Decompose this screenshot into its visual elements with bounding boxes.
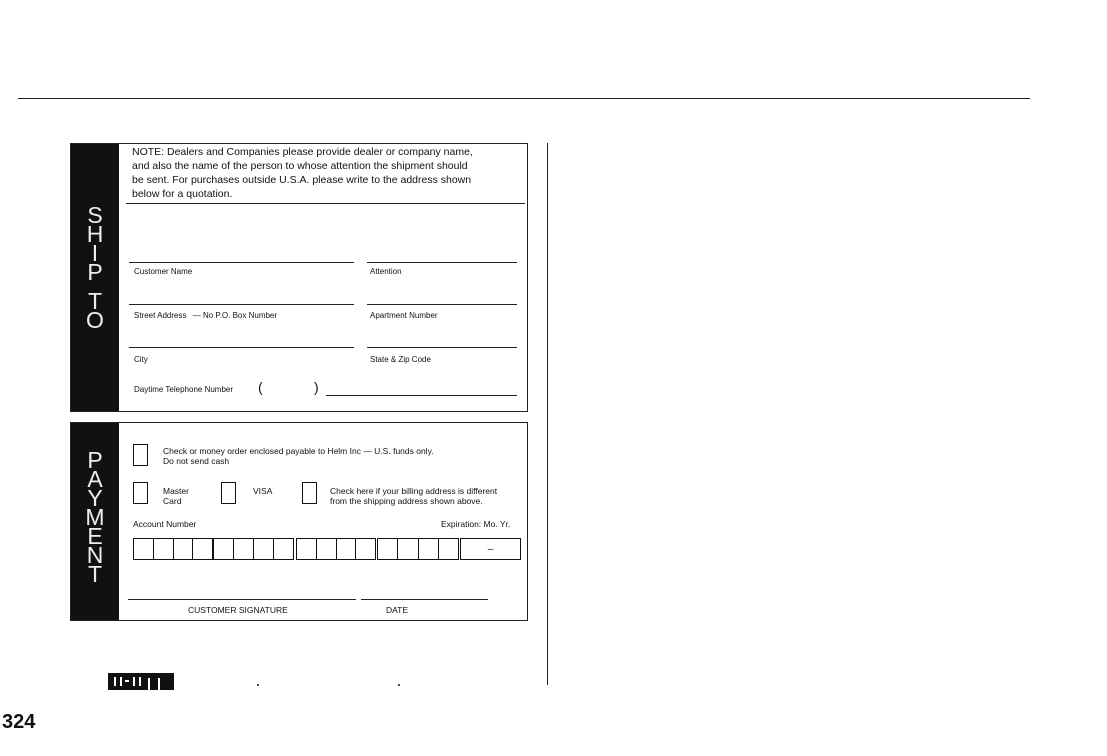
band-letter: T <box>87 561 103 587</box>
column-divider <box>547 143 548 685</box>
signature-field[interactable] <box>128 599 356 600</box>
expiration-label: Expiration: Mo. Yr. <box>441 519 511 529</box>
attention-field[interactable] <box>367 262 517 263</box>
mastercard-checkbox[interactable] <box>133 482 148 504</box>
account-digit[interactable] <box>297 539 317 559</box>
account-digit[interactable] <box>254 539 274 559</box>
master-line-1: Master <box>163 486 189 496</box>
band-letter: E <box>87 523 103 549</box>
expiration-box[interactable] <box>460 538 521 560</box>
account-digit[interactable] <box>174 539 194 559</box>
band-letter: Y <box>87 485 103 511</box>
helm-logo <box>108 672 174 690</box>
account-digit[interactable] <box>274 539 293 559</box>
account-digit[interactable] <box>193 539 212 559</box>
footer-dot <box>398 684 400 686</box>
apartment-number-field[interactable] <box>367 304 517 305</box>
billing-line-2: from the shipping address shown above. <box>330 496 483 506</box>
account-number-label: Account Number <box>133 519 197 529</box>
band-letter: P <box>87 447 103 473</box>
account-group-2[interactable] <box>213 538 294 560</box>
page-number: 324 <box>2 711 36 733</box>
ship-to-band <box>71 144 119 411</box>
note-line: and also the name of the person to whose attention the shipment should <box>132 160 468 172</box>
band-letter: N <box>86 542 104 568</box>
account-digit[interactable] <box>154 539 174 559</box>
account-group-1[interactable] <box>133 538 213 560</box>
signature-label: CUSTOMER SIGNATURE <box>188 605 288 615</box>
city-field[interactable] <box>129 347 354 348</box>
account-group-4[interactable] <box>377 538 459 560</box>
note-line: NOTE: Dealers and Companies please provide dealer or company name, <box>132 146 473 158</box>
account-digit[interactable] <box>356 539 375 559</box>
account-group-3[interactable] <box>296 538 376 560</box>
date-label: DATE <box>386 605 409 615</box>
state-zip-label: State & Zip Code <box>370 355 431 364</box>
order-form <box>70 143 528 621</box>
band-letter: O <box>86 307 104 333</box>
ship-to-section <box>70 143 528 412</box>
area-code-open: ( <box>258 379 263 395</box>
band-letter: A <box>87 466 103 492</box>
street-address-label <box>134 311 277 320</box>
mastercard-label <box>163 486 189 506</box>
footer-dot <box>257 684 259 686</box>
band-letter: M <box>85 504 105 530</box>
billing-address-checkbox[interactable] <box>302 482 317 504</box>
expiration-dash: – <box>487 543 494 555</box>
note-line: below for a quotation. <box>132 188 233 200</box>
band-letter: S <box>87 202 103 228</box>
street-address-text: Street Address <box>134 311 187 320</box>
note-line: be sent. For purchases outside U.S.A. please write to the address shown <box>132 174 472 186</box>
check-line-1: Check or money order enclosed payable to Helm Inc — U.S. funds only. <box>163 446 434 456</box>
apartment-number-label: Apartment Number <box>370 311 438 320</box>
attention-label: Attention <box>370 267 402 276</box>
account-digit[interactable] <box>398 539 418 559</box>
customer-name-label: Customer Name <box>134 267 193 276</box>
payment-section <box>70 422 528 621</box>
band-letter: P <box>87 259 103 285</box>
state-zip-field[interactable] <box>367 347 517 348</box>
area-code-close: ) <box>314 379 319 395</box>
visa-checkbox[interactable] <box>221 482 236 504</box>
telephone-label: Daytime Telephone Number <box>134 385 234 394</box>
check-money-order-checkbox[interactable] <box>133 444 148 466</box>
billing-line-1: Check here if your billing address is different <box>330 486 498 496</box>
account-digit[interactable] <box>134 539 154 559</box>
check-money-order-text <box>163 446 434 466</box>
account-digit[interactable] <box>337 539 357 559</box>
account-digit[interactable] <box>234 539 254 559</box>
customer-name-field[interactable] <box>129 262 354 263</box>
dealer-note <box>126 145 525 204</box>
account-digit[interactable] <box>378 539 398 559</box>
account-digit[interactable] <box>317 539 337 559</box>
street-address-field[interactable] <box>129 304 354 305</box>
billing-address-text <box>330 486 497 506</box>
account-digit[interactable] <box>439 539 458 559</box>
date-field[interactable] <box>361 599 488 600</box>
account-digit[interactable] <box>419 539 439 559</box>
top-rule <box>18 98 1030 99</box>
city-label: City <box>134 355 148 364</box>
logo-text: HELM <box>139 684 143 685</box>
band-letter: I <box>91 240 99 266</box>
visa-label: VISA <box>253 486 273 496</box>
po-box-note: — No P.O. Box Number <box>192 311 278 320</box>
telephone-field[interactable] <box>326 395 517 396</box>
account-digit[interactable] <box>214 539 234 559</box>
master-line-2: Card <box>163 496 182 506</box>
band-letter: H <box>86 221 104 247</box>
payment-band <box>71 423 119 620</box>
band-letter: T <box>87 288 103 314</box>
check-line-2: Do not send cash <box>163 456 230 466</box>
